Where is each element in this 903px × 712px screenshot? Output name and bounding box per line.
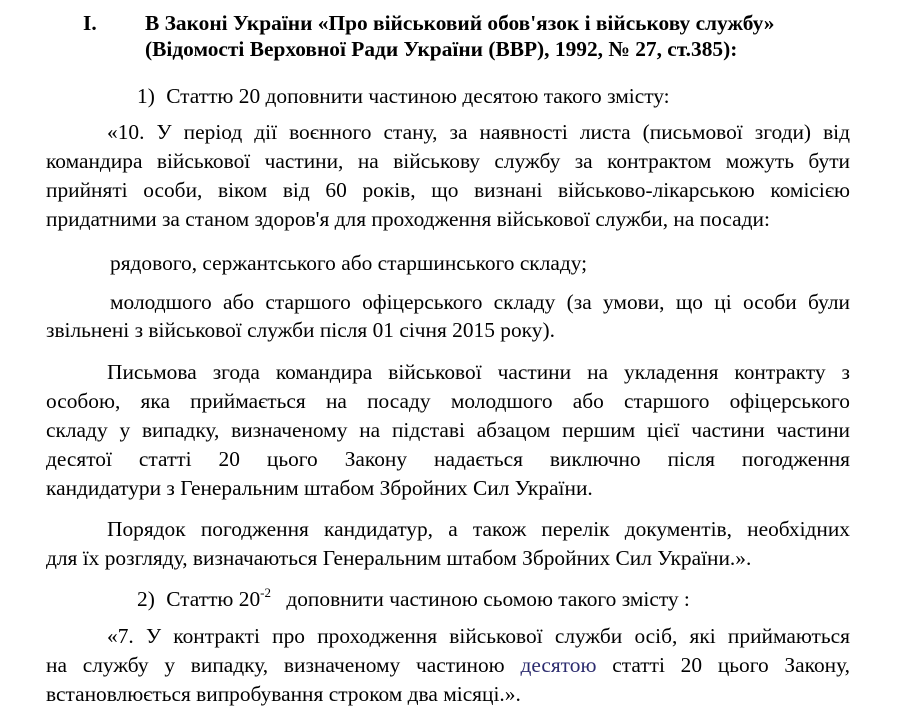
item-2-label: 2) bbox=[137, 587, 155, 611]
paragraph-7-text: на службу у випадку, визначеному частиною bbox=[46, 653, 505, 677]
item-1 bbox=[137, 84, 670, 109]
consent-paragraph-line: кандидатури з Генеральним штабом Збройних Сил України. bbox=[46, 476, 593, 500]
consent-paragraph-line: десятої статті 20 цього Закону надається виключно після погодження bbox=[46, 447, 850, 471]
paragraph-7-line: «7. У контракті про проходження військової служби осіб, які приймаються bbox=[107, 624, 850, 648]
consent-paragraph-line: Письмова згода командира військової частини на укладення контракту з bbox=[107, 360, 850, 384]
item-1-text: Статтю 20 доповнити частиною десятою такого змісту: bbox=[166, 84, 670, 108]
section-title-line: (Відомості Верховної Ради України (ВВР), 1992, № 27, ст.385): bbox=[145, 37, 738, 61]
paragraph-10-line: командира військової частини, на військову службу за контрактом можуть бути bbox=[46, 149, 850, 173]
rank-item-1: рядового, сержантського або старшинського складу; bbox=[110, 251, 588, 275]
paragraph-10-line: «10. У період дії воєнного стану, за наявності листа (письмової згоди) від bbox=[107, 120, 850, 144]
section-title bbox=[145, 10, 865, 62]
item-2 bbox=[137, 587, 690, 612]
item-1-label: 1) bbox=[137, 84, 155, 108]
paragraph-10-line: придатними за станом здоров'я для проходження військової служби, на посади: bbox=[46, 207, 770, 231]
consent-paragraph-line: особою, яка приймається на посаду молодшого або старшого офіцерського bbox=[46, 389, 850, 413]
item-2-text-before: Статтю 20 bbox=[166, 587, 261, 611]
paragraph-10-line: прийняті особи, віком від 60 років, що визнані військово-лікарською комісією bbox=[46, 178, 850, 202]
paragraph-7-text: статті 20 цього Закону, bbox=[612, 653, 850, 677]
paragraph-7-line: встановлюється випробування строком два місяці.». bbox=[46, 682, 521, 706]
section-number: I. bbox=[83, 11, 97, 35]
rank-item-2-line: молодшого або старшого офіцерського складу (за умови, що ці особи були bbox=[110, 290, 850, 314]
section-title-line: В Законі України «Про військовий обов'язок і військову службу» bbox=[145, 11, 775, 35]
consent-paragraph-line: складу у випадку, визначеному на підставі абзацом першим цієї частини частини bbox=[46, 418, 850, 442]
procedure-paragraph-line: Порядок погодження кандидатур, а також перелік документів, необхідних bbox=[107, 517, 850, 541]
item-2-text-after: доповнити частиною сьомою такого змісту : bbox=[286, 587, 690, 611]
item-2-superscript: -2 bbox=[260, 585, 271, 600]
paragraph-7-line bbox=[46, 653, 850, 678]
paragraph-7-highlight: десятою bbox=[520, 653, 597, 677]
procedure-paragraph-line: для їх розгляду, визначаються Генеральним штабом Збройних Сил України.». bbox=[46, 546, 752, 570]
rank-item-2-line: звільнені з військової служби після 01 січня 2015 року). bbox=[46, 318, 555, 342]
